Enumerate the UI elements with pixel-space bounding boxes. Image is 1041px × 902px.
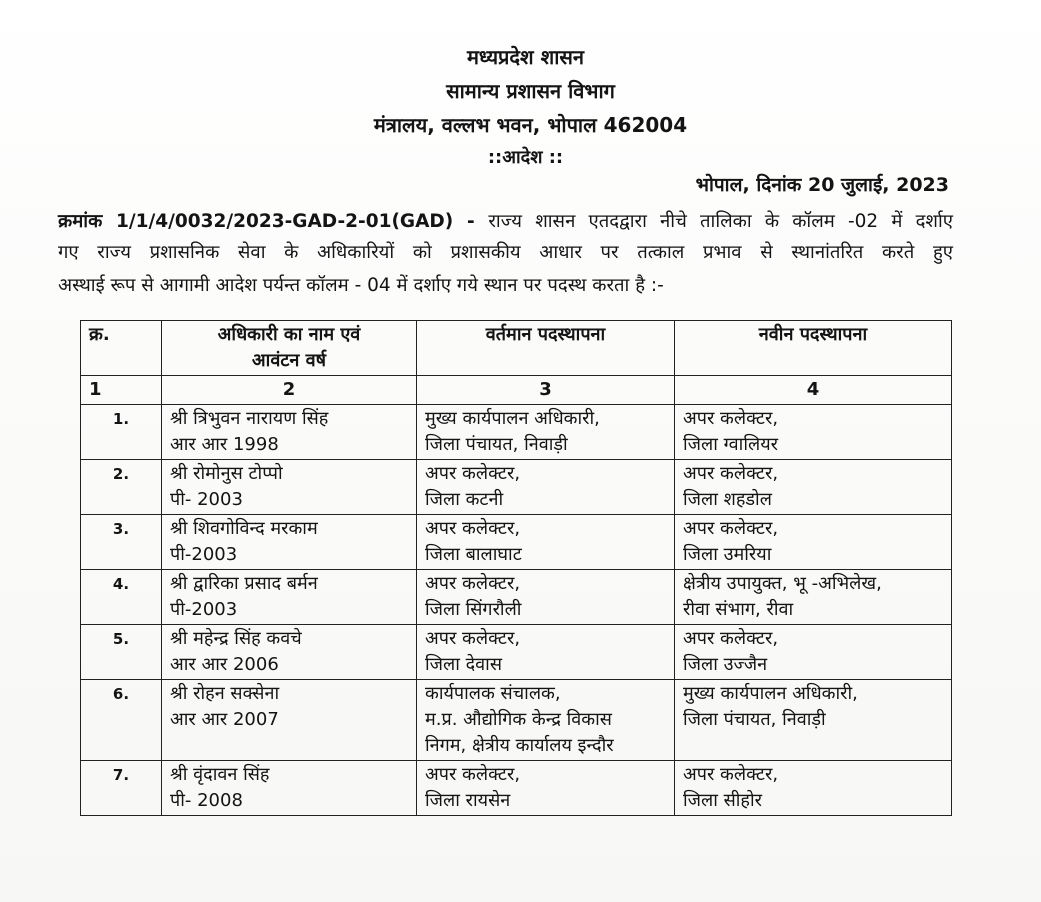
table-header-row [81, 321, 952, 376]
table-row [81, 405, 952, 460]
current-posting-line: जिला कटनी [425, 489, 504, 510]
row-serial: 5. [81, 625, 162, 680]
new-posting-cell [675, 625, 952, 680]
order-paragraph-line-1 [58, 206, 953, 237]
row-serial: 6. [81, 680, 162, 761]
officer-batch: आर आर 2006 [170, 654, 279, 675]
new-posting-line: जिला सीहोर [683, 790, 763, 811]
place-date: भोपाल, दिनांक 20 जुलाई, 2023 [695, 174, 949, 196]
new-posting-cell [675, 761, 952, 816]
officer-cell [162, 570, 417, 625]
header-new-posting: नवीन पदस्थापना [675, 321, 952, 376]
table-body [81, 405, 952, 816]
current-posting-line: जिला सिंगरौली [425, 599, 522, 620]
current-posting-cell [417, 570, 675, 625]
order-number: क्रमांक 1/1/4/0032/2023-GAD-2-01(GAD) - [58, 211, 489, 232]
new-posting-line: मुख्य कार्यपालन अधिकारी, [683, 683, 858, 704]
new-posting-cell [675, 460, 952, 515]
current-posting-line: अपर कलेक्टर, [425, 463, 521, 484]
order-paragraph-line-2: गए राज्य प्रशासनिक सेवा के अधिकारियों को प्रशासकीय आधार पर तत्काल प्रभाव से स्थानांतरित करते हुए [58, 242, 953, 263]
officer-batch: पी- 2003 [170, 489, 243, 510]
new-posting-line: अपर कलेक्टर, [683, 518, 779, 539]
new-posting-line: क्षेत्रीय उपायुक्त, भू -अभिलेख, [683, 573, 882, 594]
officer-name: श्री त्रिभुवन नारायण सिंह [170, 408, 329, 429]
table-row [81, 460, 952, 515]
new-posting-line: जिला उमरिया [683, 544, 772, 565]
current-posting-line: जिला रायसेन [425, 790, 511, 811]
column-number-3: 3 [417, 376, 675, 405]
officer-batch: पी- 2008 [170, 790, 243, 811]
table-row [81, 515, 952, 570]
new-posting-line: जिला शहडोल [683, 489, 772, 510]
current-posting-line: अपर कलेक्टर, [425, 518, 521, 539]
current-posting-line: अपर कलेक्टर, [425, 764, 521, 785]
current-posting-cell [417, 460, 675, 515]
table-row [81, 680, 952, 761]
transfer-table [80, 320, 952, 816]
new-posting-line: जिला उज्जैन [683, 654, 768, 675]
officer-batch: आर आर 1998 [170, 434, 279, 455]
current-posting-line: अपर कलेक्टर, [425, 573, 521, 594]
current-posting-cell [417, 405, 675, 460]
officer-name: श्री रोमोनुस टोप्पो [170, 463, 283, 484]
new-posting-line: जिला पंचायत, निवाड़ी [683, 709, 826, 730]
current-posting-line: कार्यपालक संचालक, [425, 683, 561, 704]
officer-name: श्री महेन्द्र सिंह कवचे [170, 628, 302, 649]
current-posting-line: निगम, क्षेत्रीय कार्यालय इन्दौर [425, 735, 614, 756]
officer-cell [162, 405, 417, 460]
order-heading: ::आदेश :: [487, 147, 564, 168]
current-posting-cell [417, 761, 675, 816]
order-text-1: राज्य शासन एतदद्वारा नीचे तालिका के कॉलम -02 में दर्शाए [488, 211, 953, 232]
row-serial: 4. [81, 570, 162, 625]
new-posting-cell [675, 515, 952, 570]
new-posting-line: अपर कलेक्टर, [683, 408, 779, 429]
table-row [81, 570, 952, 625]
current-posting-line: जिला बालाघाट [425, 544, 522, 565]
row-serial: 3. [81, 515, 162, 570]
current-posting-line: जिला देवास [425, 654, 503, 675]
new-posting-cell [675, 405, 952, 460]
current-posting-cell [417, 625, 675, 680]
table-row [81, 761, 952, 816]
column-number-4: 4 [675, 376, 952, 405]
table-row [81, 625, 952, 680]
column-number-row [81, 376, 952, 405]
officer-cell [162, 625, 417, 680]
officer-cell [162, 761, 417, 816]
new-posting-line: अपर कलेक्टर, [683, 628, 779, 649]
header-officer [162, 321, 417, 376]
new-posting-line: अपर कलेक्टर, [683, 463, 779, 484]
current-posting-cell [417, 515, 675, 570]
department-name: सामान्य प्रशासन विभाग [446, 79, 615, 103]
order-paragraph-line-3: अस्थाई रूप से आगामी आदेश पर्यन्त कॉलम - 04 में दर्शाए गये स्थान पर पदस्थ करता है :- [58, 275, 664, 296]
row-serial: 7. [81, 761, 162, 816]
header-serial: क्र. [81, 321, 162, 376]
officer-batch: पी-2003 [170, 599, 238, 620]
new-posting-cell [675, 680, 952, 761]
officer-cell [162, 515, 417, 570]
officer-name: श्री वृंदावन सिंह [170, 764, 270, 785]
current-posting-line: म.प्र. औद्योगिक केन्द्र विकास [425, 709, 612, 730]
new-posting-line: अपर कलेक्टर, [683, 764, 779, 785]
header-officer-line2: आवंटन वर्ष [251, 350, 327, 371]
officer-name: श्री रोहन सक्सेना [170, 683, 280, 704]
current-posting-cell [417, 680, 675, 761]
officer-cell [162, 680, 417, 761]
officer-batch: आर आर 2007 [170, 709, 279, 730]
header-officer-line1: अधिकारी का नाम एवं [217, 324, 361, 345]
current-posting-line: अपर कलेक्टर, [425, 628, 521, 649]
row-serial: 1. [81, 405, 162, 460]
row-serial: 2. [81, 460, 162, 515]
government-name: मध्यप्रदेश शासन [466, 45, 585, 69]
office-address: मंत्रालय, वल्लभ भवन, भोपाल 462004 [373, 113, 688, 137]
header-current-posting: वर्तमान पदस्थापना [417, 321, 675, 376]
current-posting-line: जिला पंचायत, निवाड़ी [425, 434, 568, 455]
column-number-2: 2 [162, 376, 417, 405]
new-posting-line: रीवा संभाग, रीवा [683, 599, 794, 620]
column-number-1: 1 [81, 376, 162, 405]
current-posting-line: मुख्य कार्यपालन अधिकारी, [425, 408, 600, 429]
new-posting-cell [675, 570, 952, 625]
officer-batch: पी-2003 [170, 544, 238, 565]
officer-name: श्री द्वारिका प्रसाद बर्मन [170, 573, 318, 594]
new-posting-line: जिला ग्वालियर [683, 434, 779, 455]
officer-name: श्री शिवगोविन्द मरकाम [170, 518, 318, 539]
officer-cell [162, 460, 417, 515]
